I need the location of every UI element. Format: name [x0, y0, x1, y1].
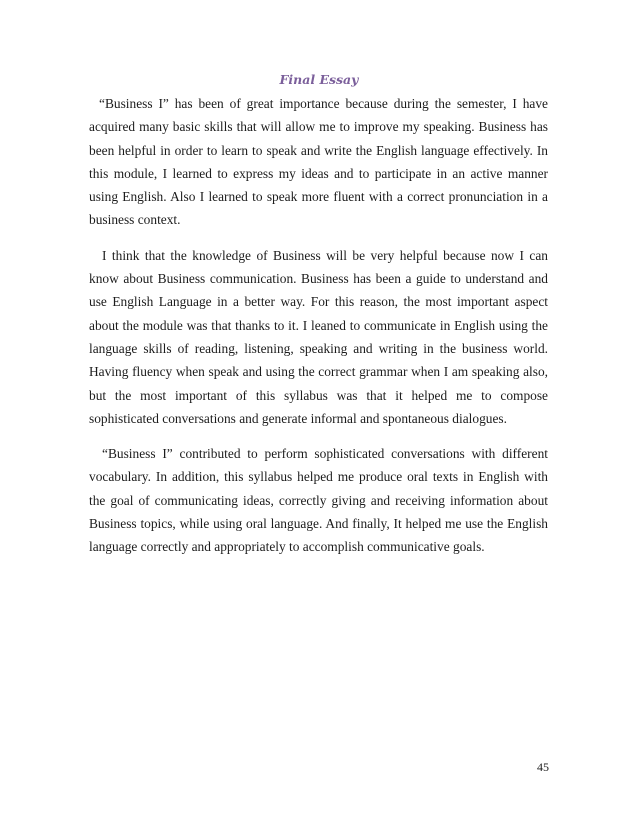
page-number: 45: [537, 760, 549, 774]
essay-title: Final Essay: [279, 72, 359, 87]
essay-paragraph-1: “Business I” has been of great importance because during the semester, I have acquired many basic skills that will allow me to improve my speaking. Business has been helpful in order to learn to speak and write the English language effectively. In this module, I learned to express my ideas and to participate in an active manner using English. Also I learned to speak more fluent with a correct pronunciation in a business context.: [89, 96, 548, 228]
essay-paragraph-3: “Business I” contributed to perform sophisticated conversations with different vocabulary. In addition, this syllabus helped me produce oral texts in English with the goal of communicating ideas, correctly giving and receiving information about Business topics, while using oral language. And finally, It helped me use the English language correctly and appropriately to accomplish communicative goals.: [89, 446, 548, 555]
essay-body: [89, 92, 548, 571]
essay-paragraph-2: I think that the knowledge of Business will be very helpful because now I can know about Business communication. Business has been a guide to understand and use English Language in a better way. For this reason, the most important aspect about the module was that thanks to it. I leaned to communicate in English using the language skills of reading, listening, speaking and writing in the business world. Having fluency when speak and using the correct grammar when I am speaking also, but the most important of this syllabus was that it helped me to compose sophisticated conversations and generate informal and spontaneous dialogues.: [89, 247, 548, 426]
